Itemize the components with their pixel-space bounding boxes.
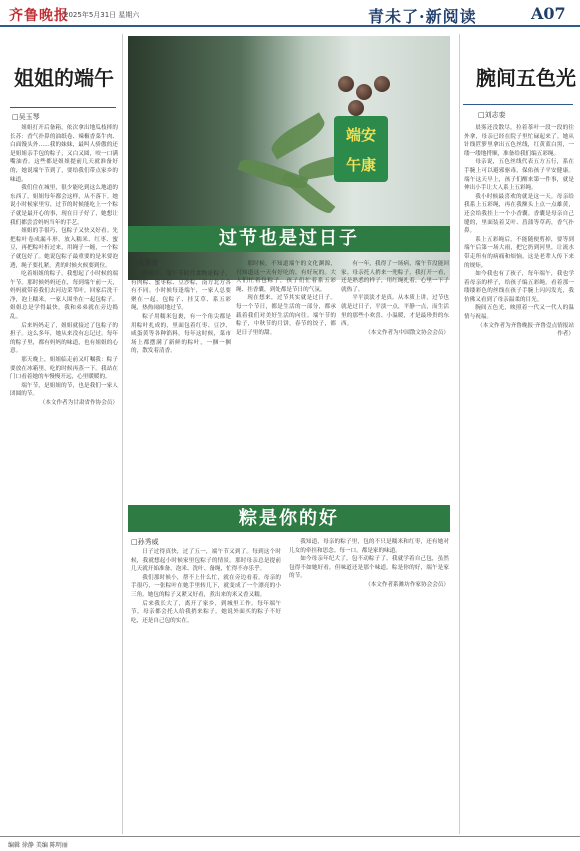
column-divider-left — [122, 34, 123, 834]
article-paragraph: 我们那时候小，帮不上什么忙，就在旁边看着。母亲的手很巧，一张粽叶在她手里转几下，就变成了一个漂亮的小三角。她包的粽子又紧又好看，煮出来的米又香又糯。 — [131, 574, 281, 598]
article-credit: （本文作者为甘肃省作协会员） — [39, 400, 118, 406]
left-article-body — [10, 124, 118, 828]
article-paragraph: 吃着姐姐的粽子，我想起了小时候的端午节。那时候妈妈还在，每到端午前一天，妈妈就带着我们去河边采苇叶，回家后洗干净，泡上糯米，一家人围坐在一起包粽子。姐姐总是学得最快，我和弟弟就在旁边捣乱。 — [10, 271, 118, 321]
article-paragraph: 姐姐打开后备箱，依次拿出地瓜枝摔的长苏：香气扑鼻的油纸卷、辣椒香菜牛肉、白面馒头外……我的妹妹，最叫人骄傲的还是姐姐亲手包的粽子，又白又圆，咬一口满嘴油香。这些都是姐姐提前几天就准备好的，她说端午节到了，要给我们带点家乡的味道。 — [10, 125, 118, 183]
article-credit: （本文作者为中国散文协会会员） — [365, 329, 449, 336]
middle1-body-col2 — [236, 260, 336, 498]
article-paragraph: 端午节，是姐姐的节，也是我们一家人团圆的节。 — [10, 382, 118, 398]
page-header — [0, 0, 580, 27]
article-paragraph: 晨雾还没散尽，拉着茶叶一段一段的往外拿，母亲已经在院子里忙碌起来了。她从针线笸箩里拿出五色丝线，红黄蓝白黑，一缕一缕地捋顺，准备给我们编五彩绳。 — [464, 125, 574, 157]
divider — [10, 107, 116, 108]
article-paragraph: 日子过得真快，过了五一，端午节又到了。每到这个时候，我就想起小时候家里包粽子的情景。那时母亲总是提前几天就开始准备，泡米、洗叶、备绳，忙得不亦乐乎。 — [131, 549, 281, 573]
article-paragraph: 系上五彩绳后，不能随便剪掉，要等到端午后第一场大雨，把它扔到河里，让流水带走所有的病痛和烦恼。这是老辈人传下来的规矩。 — [464, 236, 574, 269]
article-paragraph: 如今母亲年纪大了，包不动粽子了。我就学着自己包，虽然包得不如她好看，但味道还是那个味道。粽是你的好，端午是家的节。 — [289, 556, 449, 580]
article-paragraph: 我们住在城里，很少能吃到这么地道的东西了。姐姐每年都会这样，从不落下。她说小时候家里穷，过节的时候能吃上一个粽子就是最开心的事，现在日子好了，她想让我们都尝尝妈妈当年的手艺。 — [10, 185, 118, 226]
left-headline: 姐姐的端午 — [14, 66, 114, 90]
middle1-body-col1 — [131, 270, 231, 498]
article-credit: （本文作者为齐鲁晚报·齐鲁壹点情报站作者） — [477, 322, 574, 338]
middle2-body-col2 — [289, 538, 449, 830]
article-paragraph: 姐姐的手很巧，包粽子又快又好看。先把粽叶卷成漏斗形，放入糯米、红枣、蜜豆，再把粽叶折过来，用绳子一缠，一个粽子就包好了。她说包粽子最重要的是米要泡透，绳子要扎紧，煮的时候火候要到位。 — [10, 228, 118, 269]
article-paragraph: 母亲说，五色丝线代表五方五行，系在手腕上可以避邪驱毒，保佑孩子平安健康。端午这天早上，孩子们醒来第一件事，就是伸出小手让大人系上五彩绳。 — [464, 159, 574, 192]
article-paragraph: 我知道，母亲的粽子里，包的不只是糯米和红枣，还有她对儿女的牵挂和思念。每一口，都是家的味道。 — [289, 539, 449, 554]
article-paragraph: 粽子用糯米包裹，有一个角尖都是用粽叶扎成的，里面包着红枣、豆沙、咸蛋黄等各种馅料。每年这时候，菜市场上都摆满了新鲜的粽叶，一捆一捆的，散发着清香。 — [131, 313, 231, 355]
article-paragraph: 如今我也有了孩子，每年端午，我也学着母亲的样子，给孩子编五彩绳。看着那一缕缕彩色的丝线在孩子手腕上闪闪发光，我仿佛又看到了母亲温柔的目光。 — [464, 271, 574, 303]
middle-banner-2: 粽是你的好 — [128, 505, 450, 532]
page-number: A07 — [531, 4, 566, 23]
article-paragraph: 腕间五色光，映照着一代又一代人的温情与祝福。 — [464, 305, 574, 321]
middle2-author: □孙秀威 — [131, 538, 159, 546]
article-paragraph: 平平淡淡才是真。从本质上讲，过节也就是过日子，平淡一点，平静一点，而生活里的那些小欢喜、小温暖，才是最珍贵的东西。 — [341, 295, 449, 328]
tag-line-1: 端安 — [345, 126, 376, 144]
middle1-author: □朱墨骏 — [131, 259, 159, 267]
divider-right — [463, 104, 573, 105]
tag-line-2: 午康 — [345, 156, 376, 174]
newspaper-logo: 齐鲁晚报 — [9, 8, 69, 24]
middle1-body-col3 — [341, 260, 449, 498]
right-author: □刘志娈 — [478, 111, 506, 119]
article-paragraph: 现在想来，过节其实就是过日子。每一个节日，都是生活的一部分，都承载着我们对美好生活的向往。端午节的粽子，中秋节的月饼，春节的饺子，都是日子里的甜。 — [236, 295, 336, 336]
issue-date: 2025年5月31日 星期六 — [64, 11, 140, 19]
article-paragraph: 后来我长大了，离开了家乡，到城里工作。每年端午节，母亲都会托人给我捎来粽子。她说外面买的粽子不好吃，还是自己包的实在。 — [131, 600, 281, 624]
left-author: □吴玉琴 — [12, 113, 40, 121]
article-credit: （本文作者系潍坊作家协会会员） — [365, 581, 449, 588]
right-headline: 腕间五色光 — [476, 66, 576, 90]
article-paragraph: 那天晚上，姐姐临走前又叮嘱我：粽子要放在冰箱里，吃的时候再蒸一下。我站在门口看着她的车慢慢开远，心里暖暖的。 — [10, 357, 118, 381]
photo-tag — [334, 116, 388, 182]
column-divider — [459, 34, 460, 834]
page-footer: 编辑 徐静 美编 陈明丽 — [0, 836, 580, 851]
article-paragraph: 后来妈妈走了，姐姐就接过了包粽子的担子。这么多年，她从来没有忘记过。每年的粽子里，都有妈妈的味道，也有姐姐的心意。 — [10, 322, 118, 355]
article-paragraph: 有一年，我得了一场病，端午节没能回家。母亲托人捎来一兜粽子，我打开一看，还是熟悉的样子，用红绳扎着，心里一下子就热了。 — [341, 261, 449, 293]
article-paragraph: 我小时候最喜欢的就是这一天。母亲给我系上五彩绳，再在我额头上点一点雄黄，还会给我挂上一个小香囊。香囊是母亲自己缝的，里面装着艾叶、菖蒲等草药，香气扑鼻。 — [464, 193, 574, 235]
article-paragraph: 那时候，不知道端午的文化渊源，只知道这一天有好吃的，有好玩的。大人们忙着包粽子，孩子们忙着系五彩绳、挂香囊，到处都是节日的气氛。 — [236, 261, 336, 293]
middle2-body-col1 — [131, 548, 281, 830]
right-article-body — [464, 124, 574, 828]
section-title: 青未了·新阅读 — [368, 7, 477, 26]
middle-banner-1: 过节也是过日子 — [128, 226, 450, 252]
article-paragraph: 腊梅中，端午节时代食物是粽子，有肉粽、蜜枣粽、豆沙粽，南方北方各有不同。小时候每逢端午，一家人总要聚在一起，包粽子、挂艾草、系五彩绳，热热闹闹地过节。 — [131, 271, 231, 312]
